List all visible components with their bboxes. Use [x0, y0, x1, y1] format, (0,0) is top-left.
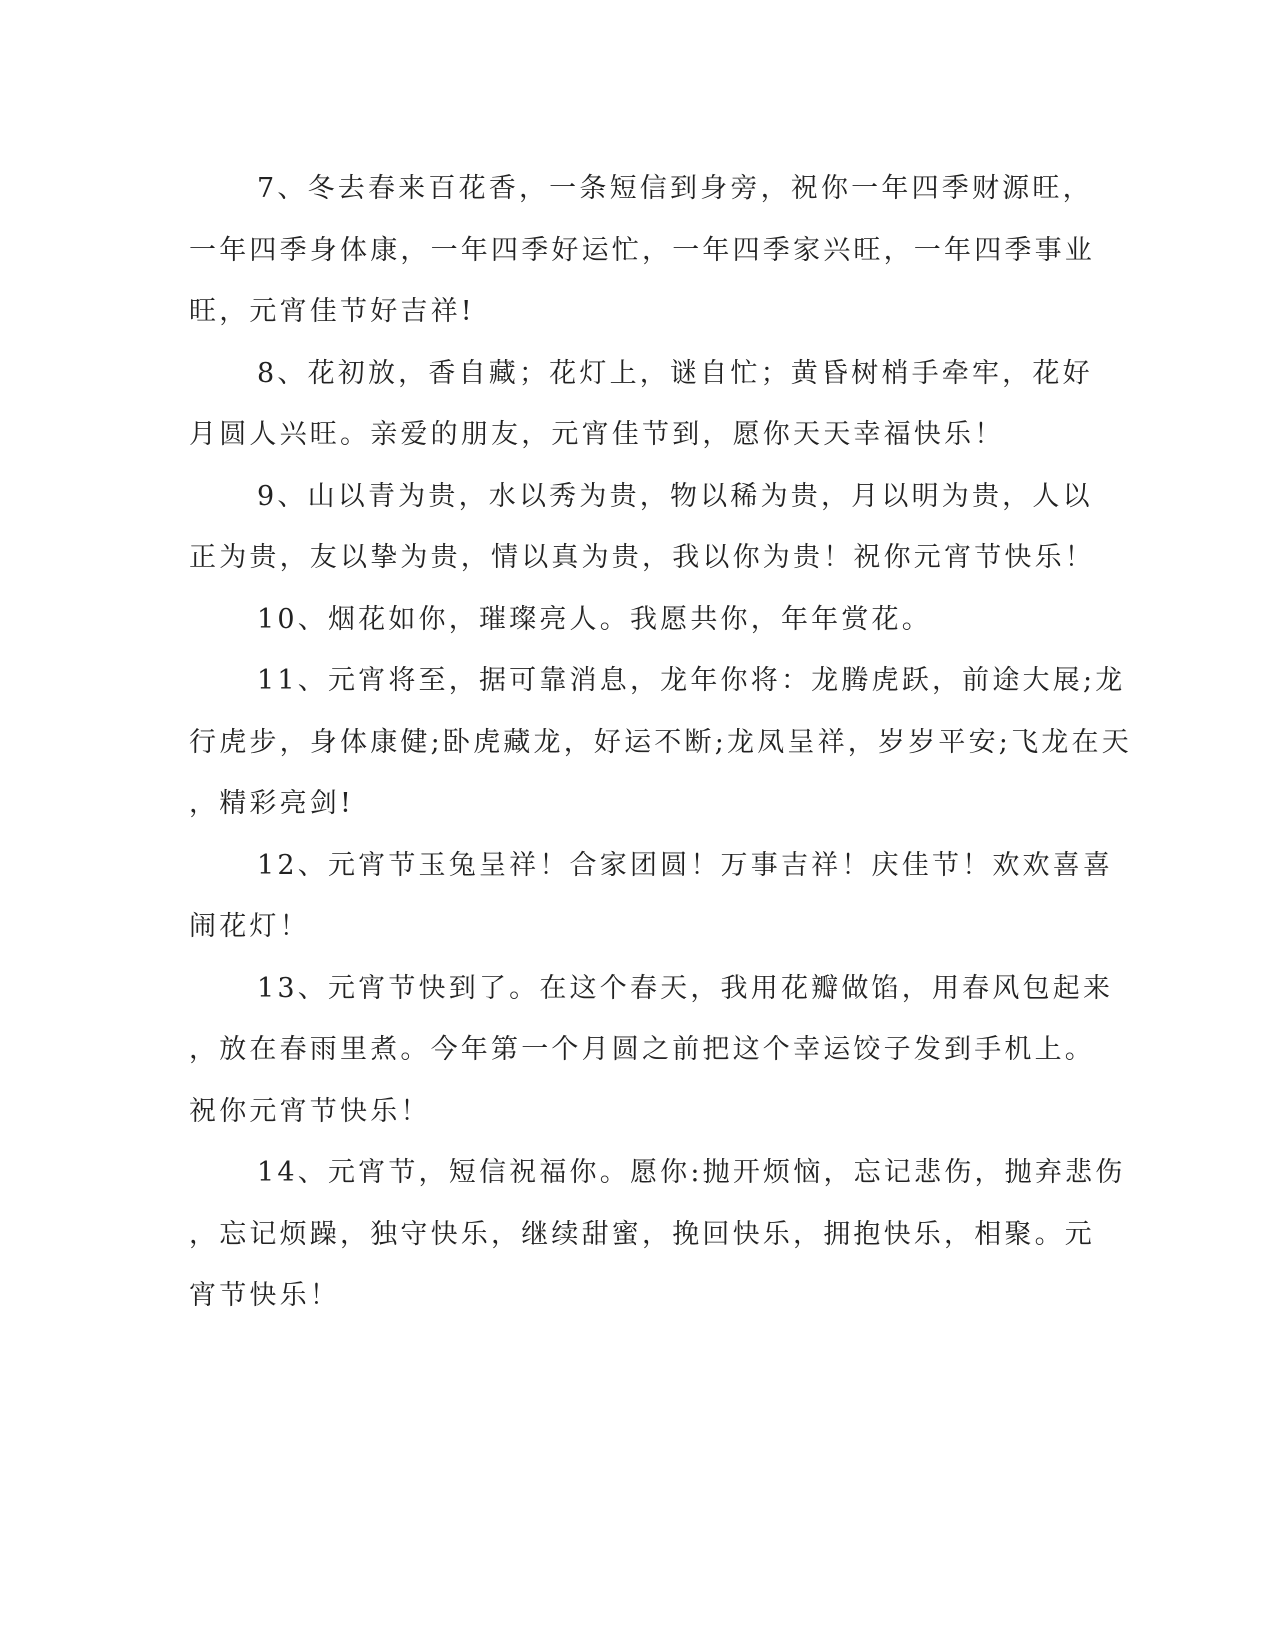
paragraph-7 [189, 158, 1095, 343]
paragraph-8 [189, 343, 1093, 466]
paragraph-line: 祝你元宵节快乐！ [189, 1095, 431, 1127]
paragraph-line: 13、元宵节快到了。在这个春天，我用花瓣做馅，用春风包起来 [257, 972, 1114, 1004]
paragraph-line: ，放在春雨里煮。今年第一个月圆之前把这个幸运饺子发到手机上。 [189, 1034, 1095, 1065]
paragraph-line: ，精彩亮剑! [189, 788, 355, 819]
document-body [189, 158, 1132, 1327]
paragraph-line: 9、山以青为贵，水以秀为贵，物以稀为贵，月以明为贵，人以 [257, 480, 1093, 512]
paragraph-line: 14、元宵节，短信祝福你。愿你:抛开烦恼，忘记悲伤，抛弃悲伤 [257, 1157, 1126, 1188]
paragraph-line: 旺，元宵佳节好吉祥! [189, 296, 475, 327]
paragraph-10 [189, 589, 1089, 651]
paragraph-line: 7、冬去春来百花香，一条短信到身旁，祝你一年四季财源旺， [257, 173, 1093, 204]
paragraph-line: 闹花灯！ [189, 911, 310, 942]
paragraph-line: 一年四季身体康，一年四季好运忙，一年四季家兴旺，一年四季事业 [189, 234, 1095, 266]
paragraph-14 [189, 1142, 1126, 1327]
paragraph-line: ，忘记烦躁，独守快乐，继续甜蜜，挽回快乐，拥抱快乐，相聚。元 [189, 1218, 1095, 1250]
paragraph-line: 8、花初放，香自藏；花灯上，谜自忙；黄昏树梢手牵牢，花好 [257, 357, 1093, 389]
paragraph-line: 10、烟花如你，璀璨亮人。我愿共你，年年赏花。 [257, 603, 932, 635]
paragraph-line: 12、元宵节玉兔呈祥！合家团圆！万事吉祥！庆佳节！欢欢喜喜 [257, 849, 1114, 881]
paragraph-line: 行虎步，身体康健;卧虎藏龙，好运不断;龙凤呈祥，岁岁平安;飞龙在天 [189, 726, 1132, 758]
paragraph-13 [189, 958, 1114, 1143]
paragraph-9 [189, 466, 1095, 589]
paragraph-line: 11、元宵将至，据可靠消息，龙年你将：龙腾虎跃，前途大展;龙 [257, 665, 1126, 696]
paragraph-11 [189, 650, 1132, 835]
paragraph-12 [189, 835, 1114, 958]
paragraph-line: 月圆人兴旺。亲爱的朋友，元宵佳节到，愿你天天幸福快乐！ [189, 419, 1005, 450]
paragraph-line: 宵节快乐！ [189, 1280, 340, 1311]
paragraph-line: 正为贵，友以挚为贵，情以真为贵，我以你为贵！祝你元宵节快乐！ [189, 542, 1095, 573]
